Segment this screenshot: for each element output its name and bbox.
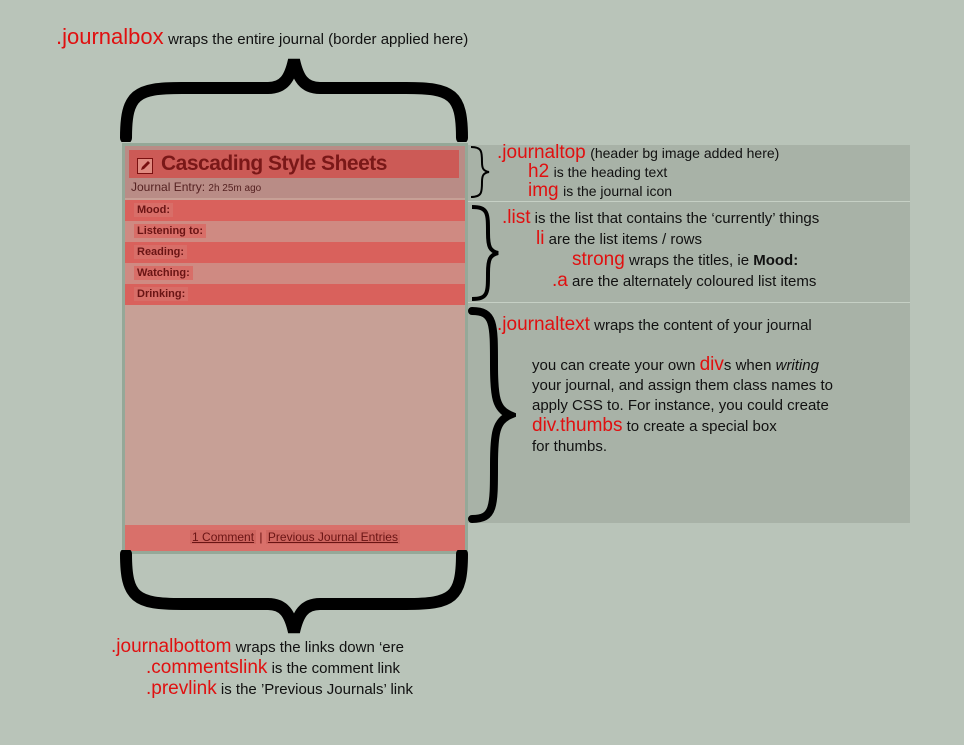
list-item	[125, 284, 465, 305]
comments-link[interactable]: 1 Comment	[192, 530, 255, 544]
li-desc: are the list items / rows	[548, 231, 703, 248]
journalbottom-annotation	[111, 637, 413, 700]
journaltext-body	[532, 355, 833, 457]
previous-entries-link[interactable]: Previous Journal Entries	[267, 530, 398, 544]
prevlink-class: .prevlink	[146, 678, 217, 699]
list-item-title: Watching:	[134, 266, 193, 280]
journaltext-brace	[466, 305, 516, 525]
journalbox-label	[56, 24, 468, 50]
list-item	[125, 221, 465, 242]
journal-links	[125, 530, 465, 544]
entry-label: Journal Entry:	[131, 180, 206, 194]
list-item-title: Listening to:	[134, 224, 206, 238]
journal-edit-icon	[137, 158, 153, 174]
div-class: div	[699, 354, 724, 375]
journal-box	[122, 143, 468, 554]
strong-example: Mood:	[753, 252, 799, 269]
list-annotation	[502, 208, 819, 292]
body-line: for thumbs.	[532, 438, 608, 455]
bottom-brace	[118, 550, 470, 636]
journaltext-annotation	[497, 314, 812, 336]
strong-desc: wraps the titles, ie	[628, 252, 750, 269]
journaltop-desc: (header bg image added here)	[590, 145, 780, 161]
journaltop-annotation	[497, 144, 779, 201]
list-desc: is the list that contains the ‘currently’ things	[534, 210, 820, 227]
journalbox-class: .journalbox	[56, 24, 164, 49]
img-desc: is the journal icon	[563, 183, 673, 199]
body-line: to create a special box	[626, 418, 777, 435]
list-class: .list	[502, 207, 531, 228]
top-brace	[118, 56, 470, 142]
journaltext-class: .journaltext	[497, 314, 590, 335]
journal-bottom	[125, 525, 465, 551]
list-item	[125, 263, 465, 284]
a-class: .a	[552, 270, 568, 291]
list-item	[125, 200, 465, 221]
journalbottom-class: .journalbottom	[111, 636, 232, 657]
journalbox-desc: wraps the entire journal (border applied here)	[168, 31, 469, 48]
list-brace	[468, 203, 502, 303]
thumbs-class: div.thumbs	[532, 415, 623, 436]
writing-emphasis: writing	[775, 357, 819, 374]
img-class: img	[528, 180, 559, 201]
commentslink-class: .commentslink	[146, 657, 268, 678]
entry-time: 2h 25m ago	[208, 183, 262, 194]
h2-class: h2	[528, 161, 550, 182]
journaltop-class: .journaltop	[497, 142, 586, 163]
li-class: li	[536, 228, 545, 249]
journaltop-brace	[468, 144, 492, 200]
panel-divider	[466, 201, 910, 202]
journal-top	[125, 146, 465, 198]
journal-entry-meta	[131, 180, 261, 194]
link-separator: |	[259, 530, 263, 544]
strong-class: strong	[572, 249, 625, 270]
journal-title: Cascading Style Sheets	[161, 152, 387, 175]
body-line: apply CSS to. For instance, you could create	[532, 397, 829, 414]
journalbottom-desc: wraps the links down ‘ere	[235, 639, 404, 656]
a-desc: are the alternately coloured list items	[572, 273, 817, 290]
journal-heading	[129, 150, 459, 178]
body-line: you can create your own	[532, 357, 696, 374]
list-item-title: Reading:	[134, 245, 187, 259]
journaltext-desc: wraps the content of your journal	[594, 317, 812, 334]
list-item	[125, 242, 465, 263]
prevlink-desc: is the ’Previous Journals’ link	[220, 681, 413, 698]
body-line: your journal, and assign them class names to	[532, 377, 833, 394]
panel-divider	[466, 302, 910, 303]
list-item-title: Mood:	[134, 203, 173, 217]
list-item-title: Drinking:	[134, 287, 188, 301]
commentslink-desc: is the comment link	[271, 660, 400, 677]
body-line: s when	[723, 357, 772, 374]
h2-desc: is the heading text	[553, 164, 668, 180]
